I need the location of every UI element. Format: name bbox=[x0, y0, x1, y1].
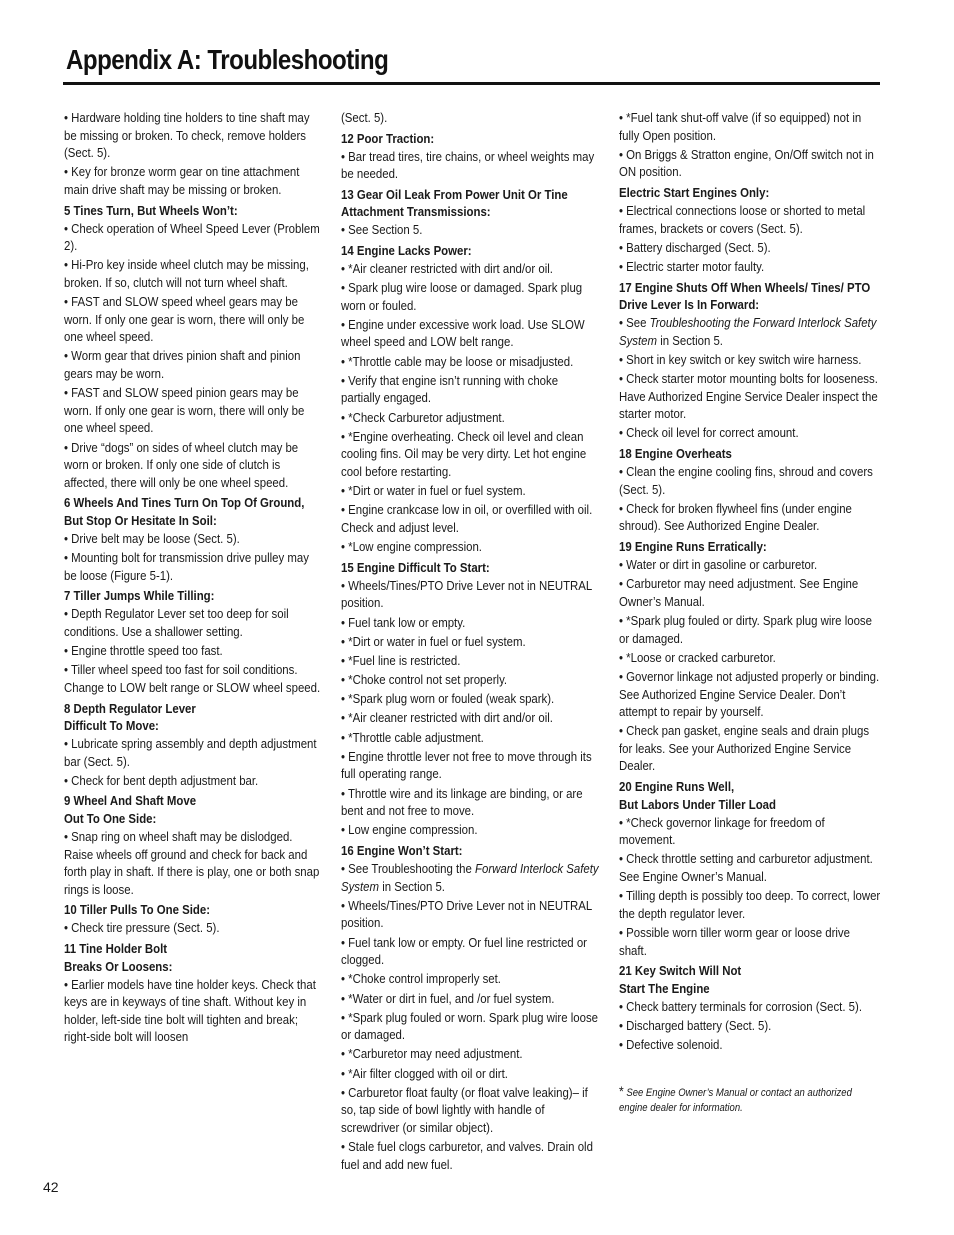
list-item: • Defective solenoid. bbox=[619, 1037, 723, 1053]
list-item: • Clean the engine cooling fins, shroud and covers (Sect. 5). bbox=[619, 464, 873, 497]
list-item: • Fuel tank low or empty. bbox=[341, 614, 466, 630]
list-item: • Electrical connections loose or shorted to metal frames, brackets or covers (Sect. 5). bbox=[619, 202, 866, 236]
section-heading: 19 Engine Runs Erratically: bbox=[619, 538, 767, 554]
list-item bbox=[341, 860, 601, 895]
section-heading: 8 Depth Regulator Lever bbox=[64, 700, 196, 716]
list-item: • Check tire pressure (Sect. 5). bbox=[64, 920, 220, 936]
list-item: • *Spark plug worn or fouled (weak spark). bbox=[341, 691, 555, 707]
list-item: • *Check Carburetor adjustment. bbox=[341, 409, 505, 425]
list-item: • On Briggs & Stratton engine, On/Off switch not in ON position. bbox=[619, 146, 874, 180]
list-item: • Engine under excessive work load. Use SLOW wheel speed and LOW belt range. bbox=[341, 316, 585, 350]
list-item: • *Spark plug fouled or worn. Spark plug wire loose or damaged. bbox=[341, 1009, 598, 1043]
list-item: • Hardware holding tine holders to tine shaft may be missing or broken. To check, remove holders (Sect. 5). bbox=[64, 110, 310, 161]
list-item: • *Check governor linkage for freedom of movement. bbox=[619, 814, 825, 848]
list-item: • *Loose or cracked carburetor. bbox=[619, 649, 776, 665]
list-item: • *Engine overheating. Check oil level and clean cooling fins. Oil may be very dirty. Let hot engine cool before restarting. bbox=[341, 428, 587, 480]
section-heading: 20 Engine Runs Well, bbox=[619, 779, 735, 795]
section-heading-cont: Breaks Or Loosens: bbox=[64, 958, 173, 974]
footnote-text: See Engine Owner’s Manual or contact an authorized engine dealer for information. bbox=[619, 1086, 852, 1114]
list-item: • Battery discharged (Sect. 5). bbox=[619, 239, 771, 255]
section-heading: 11 Tine Holder Bolt bbox=[64, 941, 168, 956]
list-item: • *Choke control not set properly. bbox=[341, 672, 508, 688]
section-heading: 14 Engine Lacks Power: bbox=[341, 242, 472, 258]
list-item: • Wheels/Tines/PTO Drive Lever not in NEUTRAL position. bbox=[341, 577, 592, 611]
list-item: • Throttle wire and its linkage are binding, or are bent and not free to move. bbox=[341, 785, 583, 819]
list-item: • *Dirt or water in fuel or fuel system. bbox=[341, 633, 526, 649]
page-number: 42 bbox=[43, 1179, 59, 1195]
column-2 bbox=[341, 109, 601, 1175]
list-item: • Worm gear that drives pinion shaft and pinion gears may be worn. bbox=[64, 348, 301, 382]
list-item: • Check starter motor mounting bolts for looseness. Have Authorized Engine Service Dealer inspect the starter motor. bbox=[619, 371, 878, 422]
list-item: • Discharged battery (Sect. 5). bbox=[619, 1017, 772, 1033]
list-item: • Check oil level for correct amount. bbox=[619, 425, 799, 441]
list-item: • *Spark plug fouled or dirty. Spark plug wire loose or damaged. bbox=[619, 612, 872, 646]
list-item: • Check operation of Wheel Speed Lever (Problem 2). bbox=[64, 220, 320, 254]
list-item: • *Low engine compression. bbox=[341, 539, 482, 555]
text-span: in Section 5. bbox=[379, 878, 445, 894]
section-heading: 6 Wheels And Tines Turn On Top Of Ground, But Stop Or Hesitate In Soil: bbox=[64, 495, 305, 529]
list-item: • *Throttle cable adjustment. bbox=[341, 729, 484, 745]
list-item: • Lubricate spring assembly and depth adjustment bar (Sect. 5). bbox=[64, 736, 317, 769]
list-item: • Electric starter motor faulty. bbox=[619, 258, 765, 274]
list-item: • *Fuel line is restricted. bbox=[341, 652, 461, 668]
list-item: • *Water or dirt in fuel, and /or fuel system. bbox=[341, 990, 555, 1006]
list-item: • *Choke control improperly set. bbox=[341, 971, 501, 987]
list-item: • See Section 5. bbox=[341, 222, 423, 238]
section-heading-cont: Difficult To Move: bbox=[64, 718, 159, 734]
list-item: • Engine crankcase low in oil, or overfilled with oil. Check and adjust level. bbox=[341, 502, 593, 535]
text-span: • See bbox=[619, 315, 650, 331]
list-item: • FAST and SLOW speed wheel gears may be worn. If only one gear is worn, there will only be one wheel speed. bbox=[64, 294, 305, 345]
section-heading-cont: Start The Engine bbox=[619, 980, 710, 996]
list-item: • Fuel tank low or empty. Or fuel line restricted or clogged. bbox=[341, 934, 587, 968]
column-1 bbox=[64, 109, 324, 1048]
list-item: • *Fuel tank shut-off valve (if so equipped) not in fully Open position. bbox=[619, 110, 862, 143]
column-3 bbox=[619, 109, 880, 1117]
list-item: • Carburetor may need adjustment. See Engine Owner’s Manual. bbox=[619, 576, 859, 609]
section-heading: 18 Engine Overheats bbox=[619, 446, 732, 462]
section-heading: 17 Engine Shuts Off When Wheels/ Tines/ PTO Drive Lever Is In Forward: bbox=[619, 279, 871, 313]
list-item: (Sect. 5). bbox=[341, 110, 388, 125]
section-heading: 7 Tiller Jumps While Tilling: bbox=[64, 588, 215, 604]
list-item: • *Air filter clogged with oil or dirt. bbox=[341, 1065, 508, 1081]
section-heading: 13 Gear Oil Leak From Power Unit Or Tine Attachment Transmissions: bbox=[341, 186, 568, 220]
list-item: • Earlier models have tine holder keys. Check that keys are in keyways of tine shaft. Without key in holder, left-side tine bolt will tighten and break; right-side bolt will loosen bbox=[64, 976, 316, 1045]
footnote bbox=[619, 1084, 880, 1116]
text-span: • See Troubleshooting the bbox=[341, 860, 476, 876]
list-item: • Spark plug wire loose or damaged. Spark plug worn or fouled. bbox=[341, 280, 583, 313]
list-item: • Possible worn tiller worm gear or loose drive shaft. bbox=[619, 924, 850, 958]
list-item: • Wheels/Tines/PTO Drive Lever not in NEUTRAL position. bbox=[341, 897, 592, 931]
list-item: • Short in key switch or key switch wire harness. bbox=[619, 351, 862, 367]
section-heading: 21 Key Switch Will Not bbox=[619, 963, 742, 979]
section-heading-cont: But Labors Under Tiller Load bbox=[619, 796, 776, 812]
list-item: • Water or dirt in gasoline or carburetor. bbox=[619, 556, 818, 572]
section-heading: 9 Wheel And Shaft Move bbox=[64, 793, 197, 809]
list-item: • FAST and SLOW speed pinion gears may be worn. If only one gear is worn, there will only be one wheel speed. bbox=[64, 385, 305, 436]
list-item: • Engine throttle lever not free to move through its full operating range. bbox=[341, 748, 592, 782]
footnote-asterisk: * bbox=[619, 1082, 624, 1099]
list-item: • Check battery terminals for corrosion (Sect. 5). bbox=[619, 998, 862, 1014]
list-item: • Depth Regulator Lever set too deep for soil conditions. Use a shallower setting. bbox=[64, 606, 289, 639]
section-heading: 5 Tines Turn, But Wheels Won’t: bbox=[64, 202, 238, 218]
section-heading: 10 Tiller Pulls To One Side: bbox=[64, 902, 211, 918]
section-heading: 15 Engine Difficult To Start: bbox=[341, 559, 490, 575]
list-item: • Stale fuel clogs carburetor, and valves. Drain old fuel and add new fuel. bbox=[341, 1139, 593, 1172]
list-item: • Check throttle setting and carburetor adjustment. See Engine Owner’s Manual. bbox=[619, 851, 873, 885]
list-item: • Tilling depth is possibly too deep. To correct, lower the depth regulator lever. bbox=[619, 888, 881, 921]
list-item: • *Air cleaner restricted with dirt and/or oil. bbox=[341, 260, 553, 276]
italic-reference: Forward Interlock Safety System bbox=[341, 860, 599, 894]
list-item: • *Air cleaner restricted with dirt and/or oil. bbox=[341, 710, 553, 726]
section-heading: 16 Engine Won’t Start: bbox=[341, 843, 463, 858]
list-item: • Verify that engine isn’t running with choke partially engaged. bbox=[341, 372, 559, 406]
list-item: • Key for bronze worm gear on tine attachment main drive shaft may be missing or broken. bbox=[64, 164, 300, 197]
italic-reference: Troubleshooting the Forward Interlock Safety System bbox=[619, 315, 877, 348]
list-item: • Mounting bolt for transmission drive pulley may be loose (Figure 5-1). bbox=[64, 550, 309, 583]
list-item: • Snap ring on wheel shaft may be dislodged. Raise wheels off ground and check for back and forth play in shaft. If there is play, one or both snap rings is loose. bbox=[64, 829, 320, 897]
list-item: • Carburetor float faulty (or float valve leaking)– if so, tap side of bowl lightly with handle of screwdriver (or similar object). bbox=[341, 1084, 588, 1136]
section-heading-cont: Out To One Side: bbox=[64, 811, 157, 827]
list-item: • Low engine compression. bbox=[341, 822, 478, 838]
list-item: • Check for bent depth adjustment bar. bbox=[64, 772, 259, 788]
section-heading: Electric Start Engines Only: bbox=[619, 184, 770, 200]
list-item: • *Carburetor may need adjustment. bbox=[341, 1046, 523, 1062]
text-span: in Section 5. bbox=[657, 332, 723, 348]
list-item: • Check for broken flywheel fins (under engine shroud). See Authorized Engine Dealer. bbox=[619, 500, 852, 534]
section-heading: 12 Poor Traction: bbox=[341, 130, 435, 146]
list-item: • Bar tread tires, tire chains, or wheel weights may be needed. bbox=[341, 148, 595, 182]
list-item: • Tiller wheel speed too fast for soil conditions. Change to LOW belt range or SLOW wheel speed. bbox=[64, 662, 321, 695]
list-item bbox=[619, 314, 880, 349]
title-rule bbox=[63, 82, 880, 85]
list-item: • *Dirt or water in fuel or fuel system. bbox=[341, 483, 526, 499]
list-item: • Hi-Pro key inside wheel clutch may be missing, broken. If so, clutch will not turn wheel shaft. bbox=[64, 257, 309, 290]
list-item: • *Throttle cable may be loose or misadjusted. bbox=[341, 353, 574, 369]
list-item: • Governor linkage not adjusted properly or binding. See Authorized Engine Service Dealer. Don’t attempt to repair by yourself. bbox=[619, 668, 880, 720]
list-item: • Check pan gasket, engine seals and drain plugs for leaks. See your Authorized Engine Service Dealer. bbox=[619, 723, 870, 774]
list-item: • Drive “dogs” on sides of wheel clutch may be worn or broken. If only one side of clutch is affected, there will only be one wheel speed. bbox=[64, 439, 299, 490]
page-title: Appendix A: Troubleshooting bbox=[66, 44, 389, 75]
list-item: • Engine throttle speed too fast. bbox=[64, 643, 223, 659]
list-item: • Drive belt may be loose (Sect. 5). bbox=[64, 531, 240, 546]
